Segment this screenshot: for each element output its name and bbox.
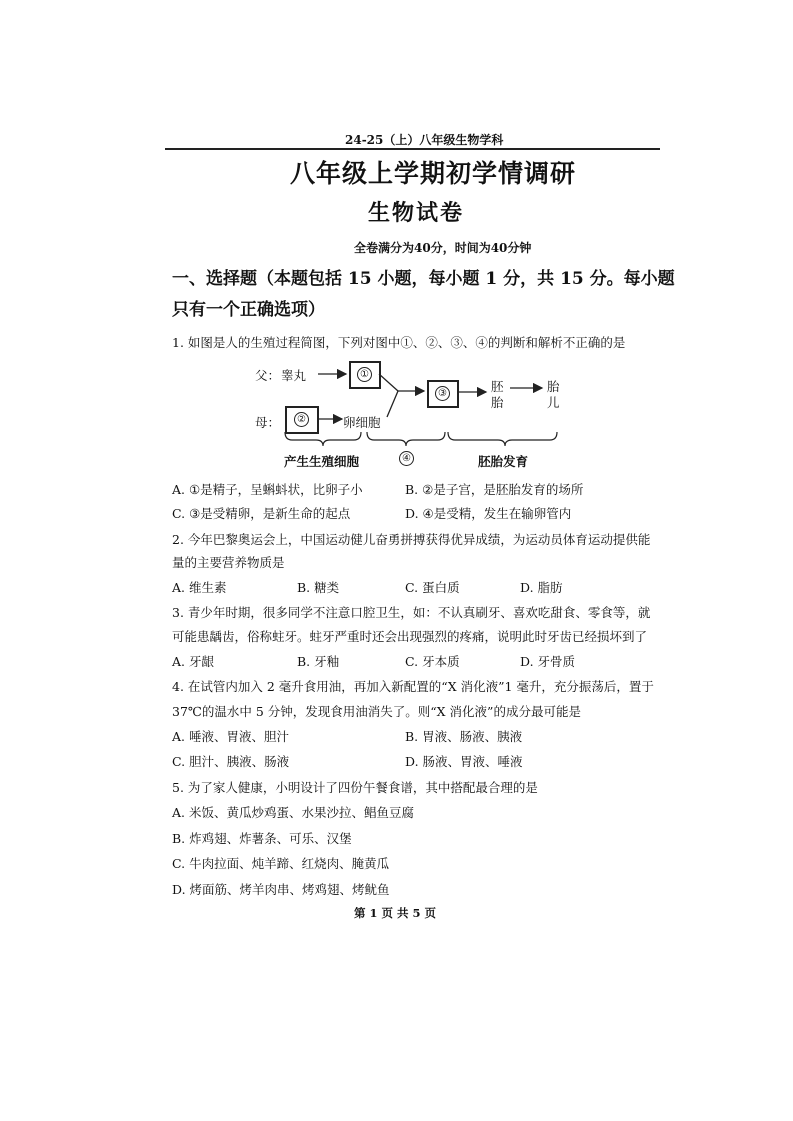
q1-option-a: A. ①是精子，呈蝌蚪状，比卵子小 (172, 482, 363, 497)
q2-option-c: C. 蛋白质 (405, 580, 460, 595)
brace-fertilization (367, 432, 445, 446)
q3-option-a: A. 牙龈 (172, 654, 214, 669)
embryo-label-1: 胚 (491, 379, 504, 394)
mother-label: 母： (255, 415, 281, 430)
q5-option-a: A. 米饭、黄瓜炒鸡蛋、水果沙拉、鲳鱼豆腐 (172, 805, 414, 820)
q4-option-a: A. 唾液、胃液、胆汁 (172, 729, 289, 744)
question-5-stem: 5. 为了家人健康，小明设计了四份午餐食谱，其中搭配最合理的是 (172, 780, 538, 795)
page-subtitle: 生物试卷 (368, 200, 465, 226)
question-3-stem-line1: 3. 青少年时期，很多同学不注意口腔卫生，如：不认真刷牙、喜欢吃甜食、零食等，就 (172, 605, 651, 620)
q5-option-d: D. 烤面筋、烤羊肉串、烤鸡翅、烤鱿鱼 (172, 882, 390, 897)
label-1: ① (357, 367, 372, 382)
q2-option-b: B. 糖类 (297, 580, 340, 595)
header-label: 24-25（上）八年级生物学科 (345, 133, 504, 147)
q3-option-c: C. 牙本质 (405, 654, 460, 669)
q5-option-c: C. 牛肉拉面、炖羊蹄、红烧肉、腌黄瓜 (172, 856, 390, 871)
line-sperm-merge (379, 374, 398, 391)
diagram-arrows (0, 0, 793, 470)
label-2: ② (294, 412, 309, 427)
brace-label-gametes: 产生生殖细胞 (284, 454, 360, 469)
brace-label-development: 胚胎发育 (478, 454, 529, 469)
fetus-label-1: 胎 (547, 379, 560, 394)
q3-option-d: D. 牙骨质 (520, 654, 576, 669)
question-1-stem: 1. 如图是人的生殖过程简图，下列对图中①、②、③、④的判断和解析不正确的是 (172, 335, 626, 350)
section-heading-line1: 一、选择题（本题包括 15 小题，每小题 1 分，共 15 分。每小题 (172, 269, 675, 289)
page-footer: 第 1 页 共 5 页 (354, 906, 437, 920)
father-organ-label: 睾丸 (281, 368, 307, 383)
egg-label: 卵细胞 (343, 415, 381, 430)
brace-gametes (285, 432, 361, 446)
brace-development (448, 432, 557, 446)
q1-option-c: C. ③是受精卵，是新生命的起点 (172, 506, 351, 521)
father-label: 父： (255, 368, 281, 383)
section-heading-line2: 只有一个正确选项） (172, 300, 325, 320)
q4-option-c: C. 胆汁、胰液、肠液 (172, 754, 290, 769)
q2-option-d: D. 脂肪 (520, 580, 563, 595)
embryo-label-2: 胎 (491, 395, 504, 410)
q3-option-b: B. 牙釉 (297, 654, 340, 669)
question-2-stem-line2: 量的主要营养物质是 (172, 555, 285, 570)
q5-option-b: B. 炸鸡翅、炸薯条、可乐、汉堡 (172, 831, 352, 846)
q4-option-d: D. 肠液、胃液、唾液 (405, 754, 523, 769)
q4-option-b: B. 胃液、肠液、胰液 (405, 729, 523, 744)
question-2-stem-line1: 2. 今年巴黎奥运会上，中国运动健儿奋勇拼搏获得优异成绩，为运动员体育运动提供能 (172, 532, 651, 547)
exam-info: 全卷满分为40分，时间为40分钟 (354, 241, 532, 255)
q1-option-b: B. ②是子宫，是胚胎发育的场所 (405, 482, 584, 497)
question-4-stem-line2: 37℃的温水中 5 分钟，发现食用油消失了。则“X 消化液”的成分最可能是 (172, 704, 581, 719)
q1-option-d: D. ④是受精，发生在输卵管内 (405, 506, 572, 521)
fetus-label-2: 儿 (547, 395, 560, 410)
q2-option-a: A. 维生素 (172, 580, 227, 595)
page-title: 八年级上学期初学情调研 (290, 159, 577, 188)
question-4-stem-line1: 4. 在试管内加入 2 毫升食用油，再加入新配置的“X 消化液”1 毫升，充分振荡后，置于 (172, 679, 654, 694)
brace-label-4: ④ (399, 451, 414, 466)
line-egg-merge (387, 391, 398, 417)
question-3-stem-line2: 可能患龋齿，俗称蛀牙。蛀牙严重时还会出现强烈的疼痛，说明此时牙齿已经损坏到了 (172, 629, 648, 644)
label-3: ③ (435, 386, 450, 401)
